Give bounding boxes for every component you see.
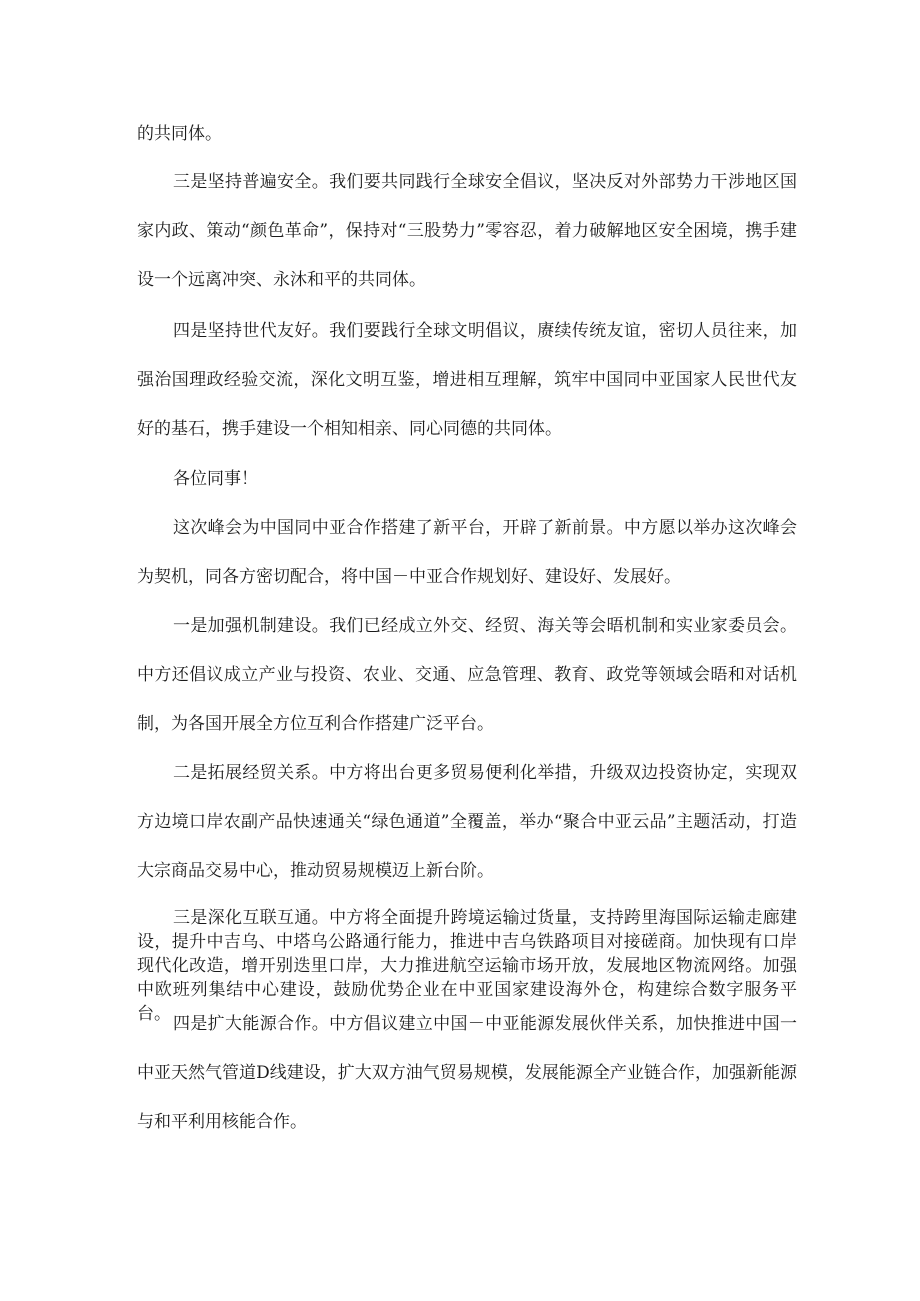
paragraph-connectivity: 三是深化互联互通。中方将全面提升跨境运输过货量，支持跨里海国际运输走廊建设，提升中吉乌、中塔乌公路通行能力，推进中吉乌铁路项目对接磋商。加快现有口岸现代化改造，增开别迭里口岸，大力推进航空运输市场开放，发展地区物流网络。加强中欧班列集结中心建设，鼓励优势企业在中亚国家建设海外仓，构建综合数字服务平台。: [137, 908, 797, 1024]
paragraph-trade-relations: 二是拓展经贸关系。中方将出台更多贸易便利化举措，升级双边投资协定，实现双方边境口岸农副产品快速通关“绿色通道”全覆盖，举办“聚合中亚云品”主题活动，打造大宗商品交易中心，推动贸易规模迈上新台阶。: [137, 763, 797, 881]
paragraph-continuation: 的共同体。: [137, 124, 222, 144]
paragraph-universal-security: 三是坚持普遍安全。我们要共同践行全球安全倡议，坚决反对外部势力干涉地区国家内政、策动“颜色革命”，保持对“三股势力”零容忍，着力破解地区安全困境，携手建设一个远离冲突、永沐和平的共同体。: [137, 172, 797, 290]
paragraph-energy-cooperation: 四是扩大能源合作。中方倡议建立中国－中亚能源发展伙伴关系，加快推进中国一中亚天然气管道D线建设，扩大双方油气贸易规模，发展能源全产业链合作，加强新能源与和平利用核能合作。: [137, 1014, 797, 1132]
paragraph-salutation: 各位同事！: [173, 469, 258, 489]
paragraph-summit-platform: 这次峰会为中国同中亚合作搭建了新平台，开辟了新前景。中方愿以举办这次峰会为契机，同各方密切配合，将中国－中亚合作规划好、建设好、发展好。: [137, 518, 797, 587]
paragraph-mechanism-building: 一是加强机制建设。我们已经成立外交、经贸、海关等会晤机制和实业家委员会。中方还倡议成立产业与投资、农业、交通、应急管理、教育、政党等领域会晤和对话机制，为各国开展全方位互利合作搭建广泛平台。: [137, 616, 797, 734]
paragraph-lasting-friendship: 四是坚持世代友好。我们要践行全球文明倡议，赓续传统友谊，密切人员往来，加强治国理政经验交流，深化文明互鉴，增进相互理解，筑牢中国同中亚国家人民世代友好的基石，携手建设一个相知相亲、同心同德的共同体。: [137, 321, 797, 439]
